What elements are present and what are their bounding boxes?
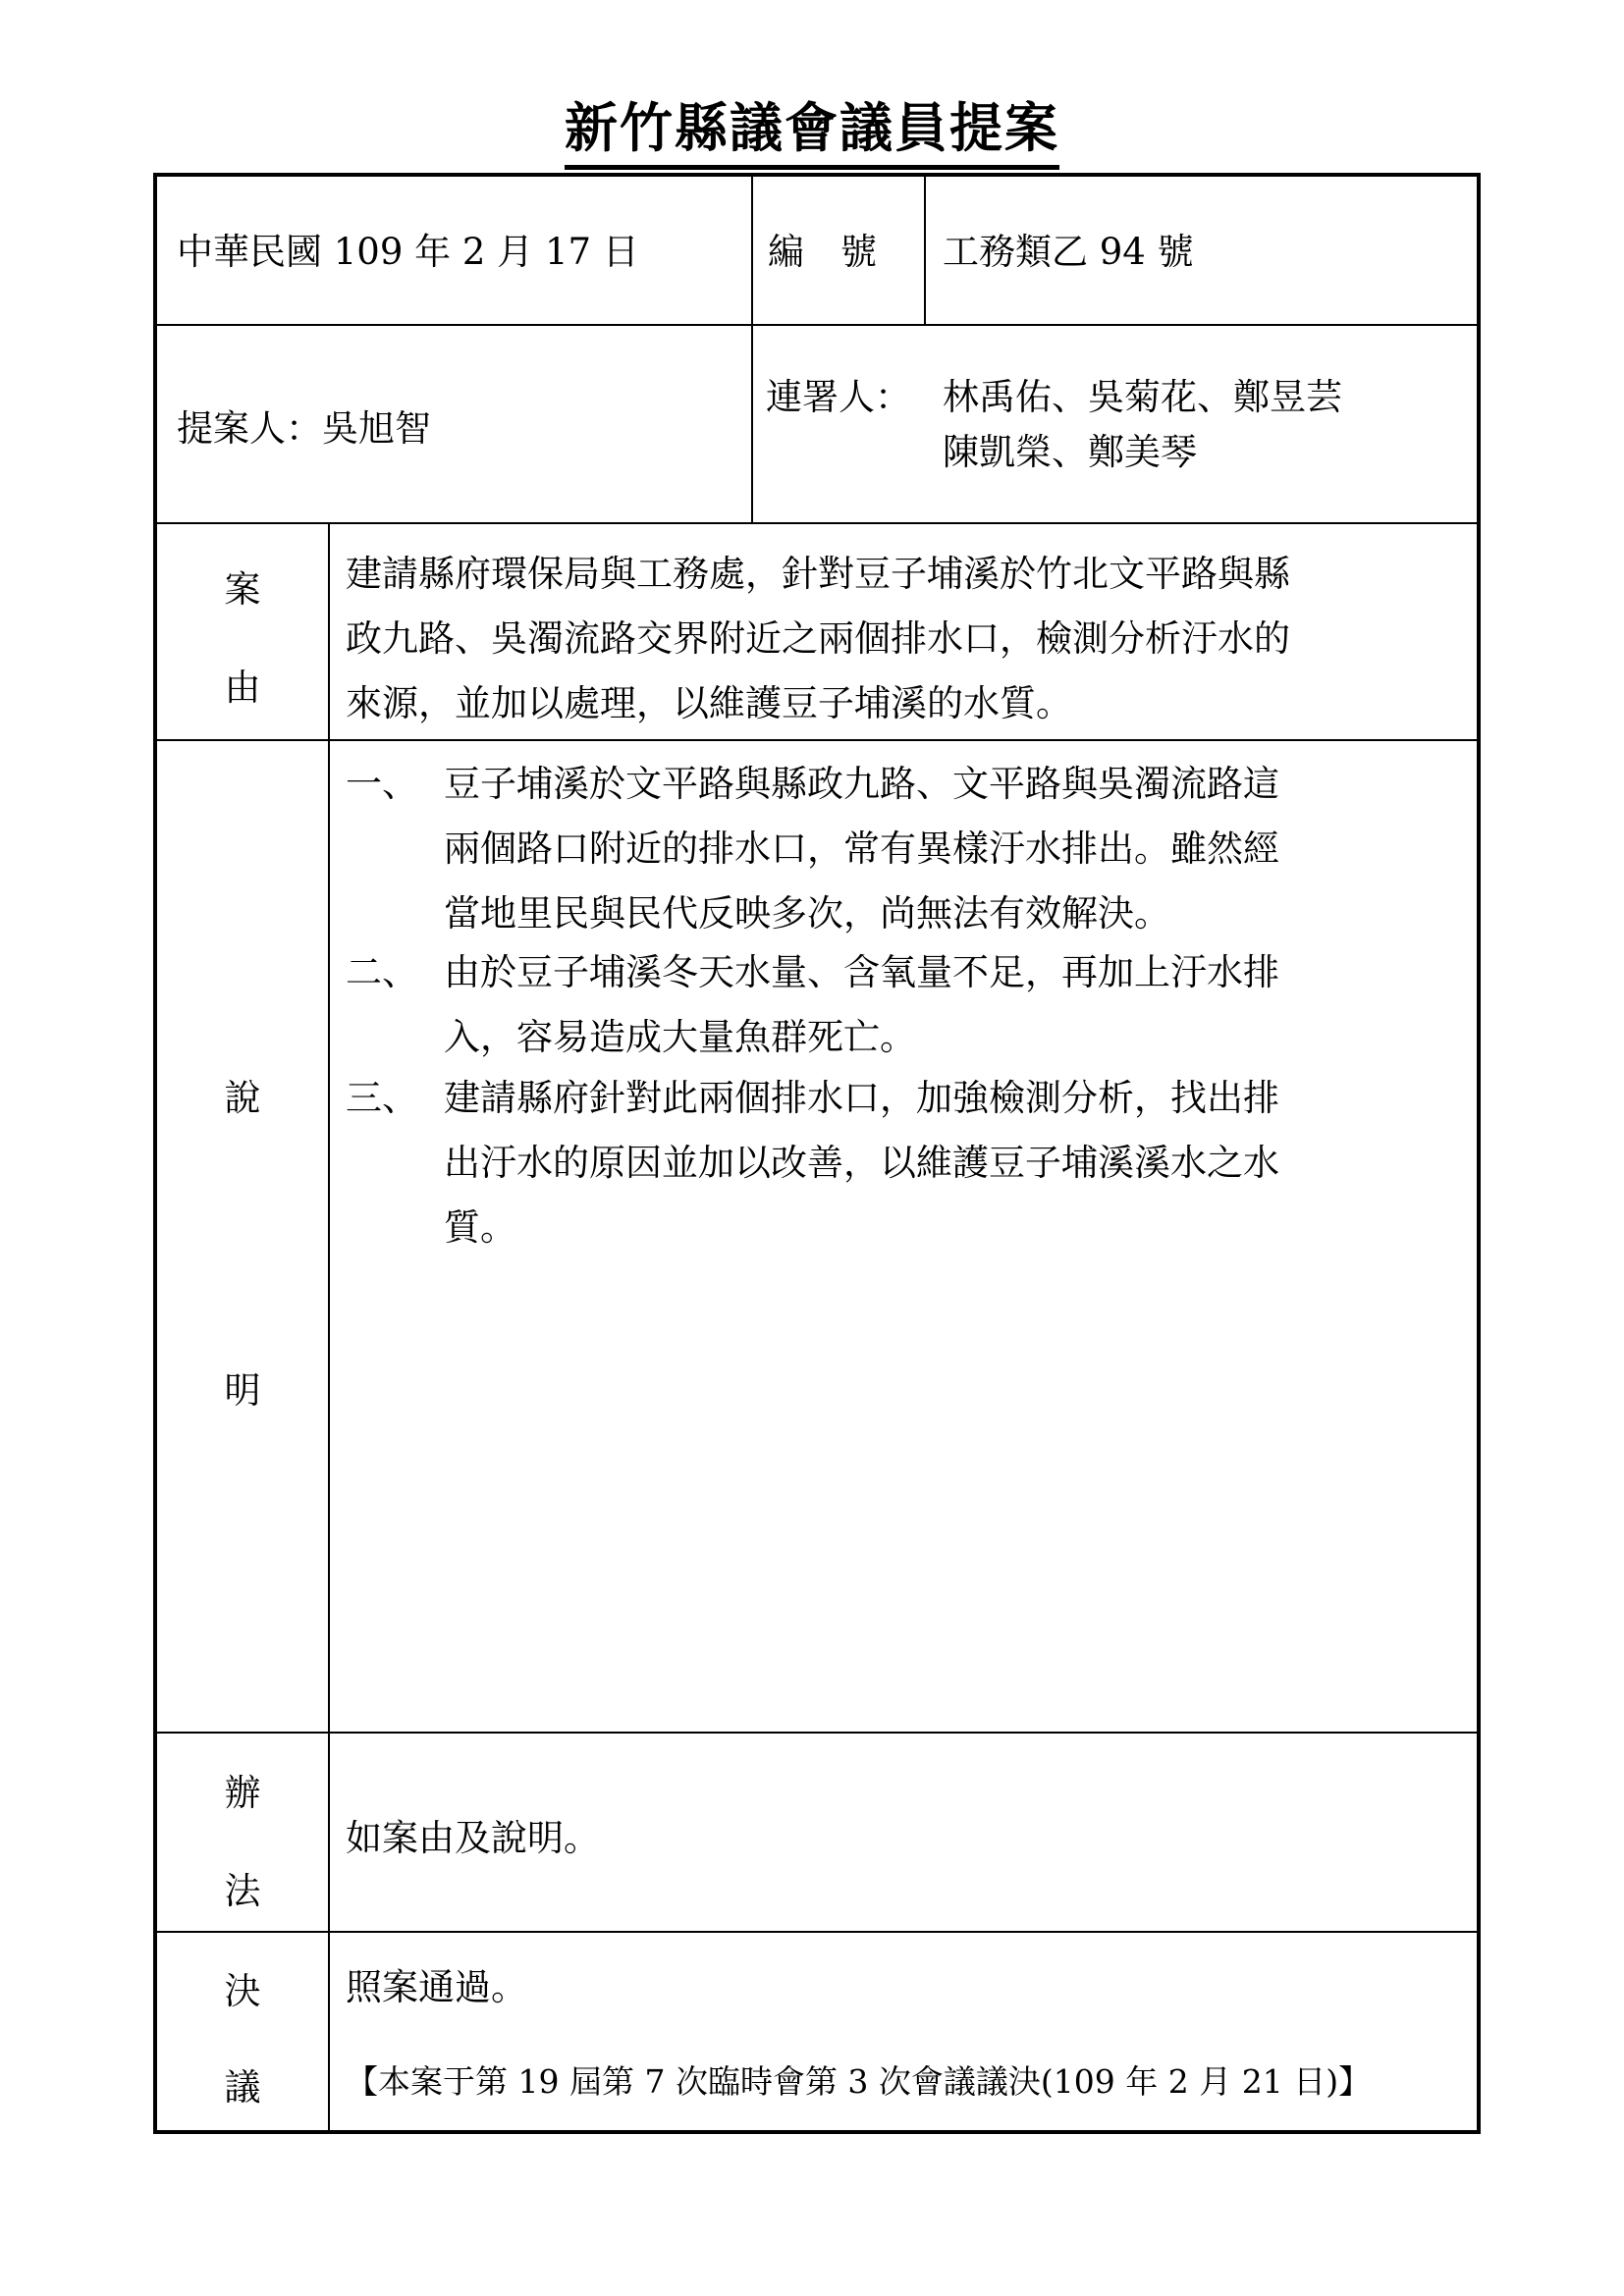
row-divider	[157, 324, 1477, 326]
cosigners-line: 林禹佑、吳菊花、鄭昱芸	[943, 376, 1342, 418]
resolution-text: 照案通過。	[346, 1966, 527, 2008]
reason-line: 政九路、吳濁流路交界附近之兩個排水口，檢測分析汙水的	[346, 617, 1290, 660]
item-line: 兩個路口附近的排水口，常有異樣汙水排出。雖然經	[444, 828, 1279, 870]
row-divider	[157, 522, 1477, 524]
item-number: 三、	[346, 1077, 418, 1119]
column-divider	[328, 522, 330, 2134]
column-divider	[924, 177, 926, 324]
cosigners-line: 陳凱榮、鄭美琴	[943, 431, 1197, 473]
item-number: 一、	[346, 763, 418, 805]
proposal-form-table	[153, 173, 1481, 2134]
row-divider	[157, 1931, 1477, 1933]
resolution-label: 議	[224, 2066, 261, 2109]
resolution-label: 決	[224, 1970, 261, 2012]
method-label: 法	[224, 1870, 261, 1912]
explanation-label: 明	[224, 1369, 261, 1412]
item-line: 當地里民與民代反映多次，尚無法有效解決。	[444, 892, 1170, 934]
reason-line: 來源，並加以處理，以維護豆子埔溪的水質。	[346, 682, 1072, 724]
item-line: 質。	[444, 1206, 516, 1249]
column-divider	[751, 177, 753, 522]
explanation-item	[346, 1066, 1279, 1260]
item-line: 入，容易造成大量魚群死亡。	[444, 1016, 916, 1058]
reason-line: 建請縣府環保局與工務處，針對豆子埔溪於竹北文平路與縣	[346, 553, 1290, 595]
item-number: 二、	[346, 951, 418, 993]
reason-label: 案	[224, 568, 261, 611]
resolution-note: 【本案于第 19 屆第 7 次臨時會第 3 次會議議決(109 年 2 月 21 日)】	[346, 2062, 1372, 2101]
item-line: 出汙水的原因並加以改善，以維護豆子埔溪溪水之水	[444, 1142, 1279, 1184]
explanation-item	[346, 752, 1279, 946]
reason-label: 由	[224, 667, 261, 709]
proposer-field: 提案人：吳旭智	[177, 407, 431, 450]
number-value: 工務類乙 94 號	[943, 231, 1194, 273]
date-field: 中華民國 109 年 2 月 17 日	[177, 231, 639, 273]
method-label: 辦	[224, 1772, 261, 1814]
item-line: 建請縣府針對此兩個排水口，加強檢測分析，找出排	[444, 1077, 1279, 1119]
row-divider	[157, 739, 1477, 741]
item-line: 豆子埔溪於文平路與縣政九路、文平路與吳濁流路這	[444, 763, 1279, 805]
page-title: 新竹縣議會議員提案	[0, 86, 1624, 162]
number-label: 編 號	[768, 231, 877, 273]
item-line: 由於豆子埔溪冬天水量、含氧量不足，再加上汙水排	[444, 951, 1279, 993]
explanation-item	[346, 940, 1279, 1070]
cosigners-label: 連署人：	[766, 376, 911, 418]
row-divider	[157, 1732, 1477, 1734]
reason-text	[346, 542, 1290, 736]
method-text: 如案由及說明。	[346, 1817, 600, 1859]
explanation-label: 說	[224, 1077, 261, 1119]
